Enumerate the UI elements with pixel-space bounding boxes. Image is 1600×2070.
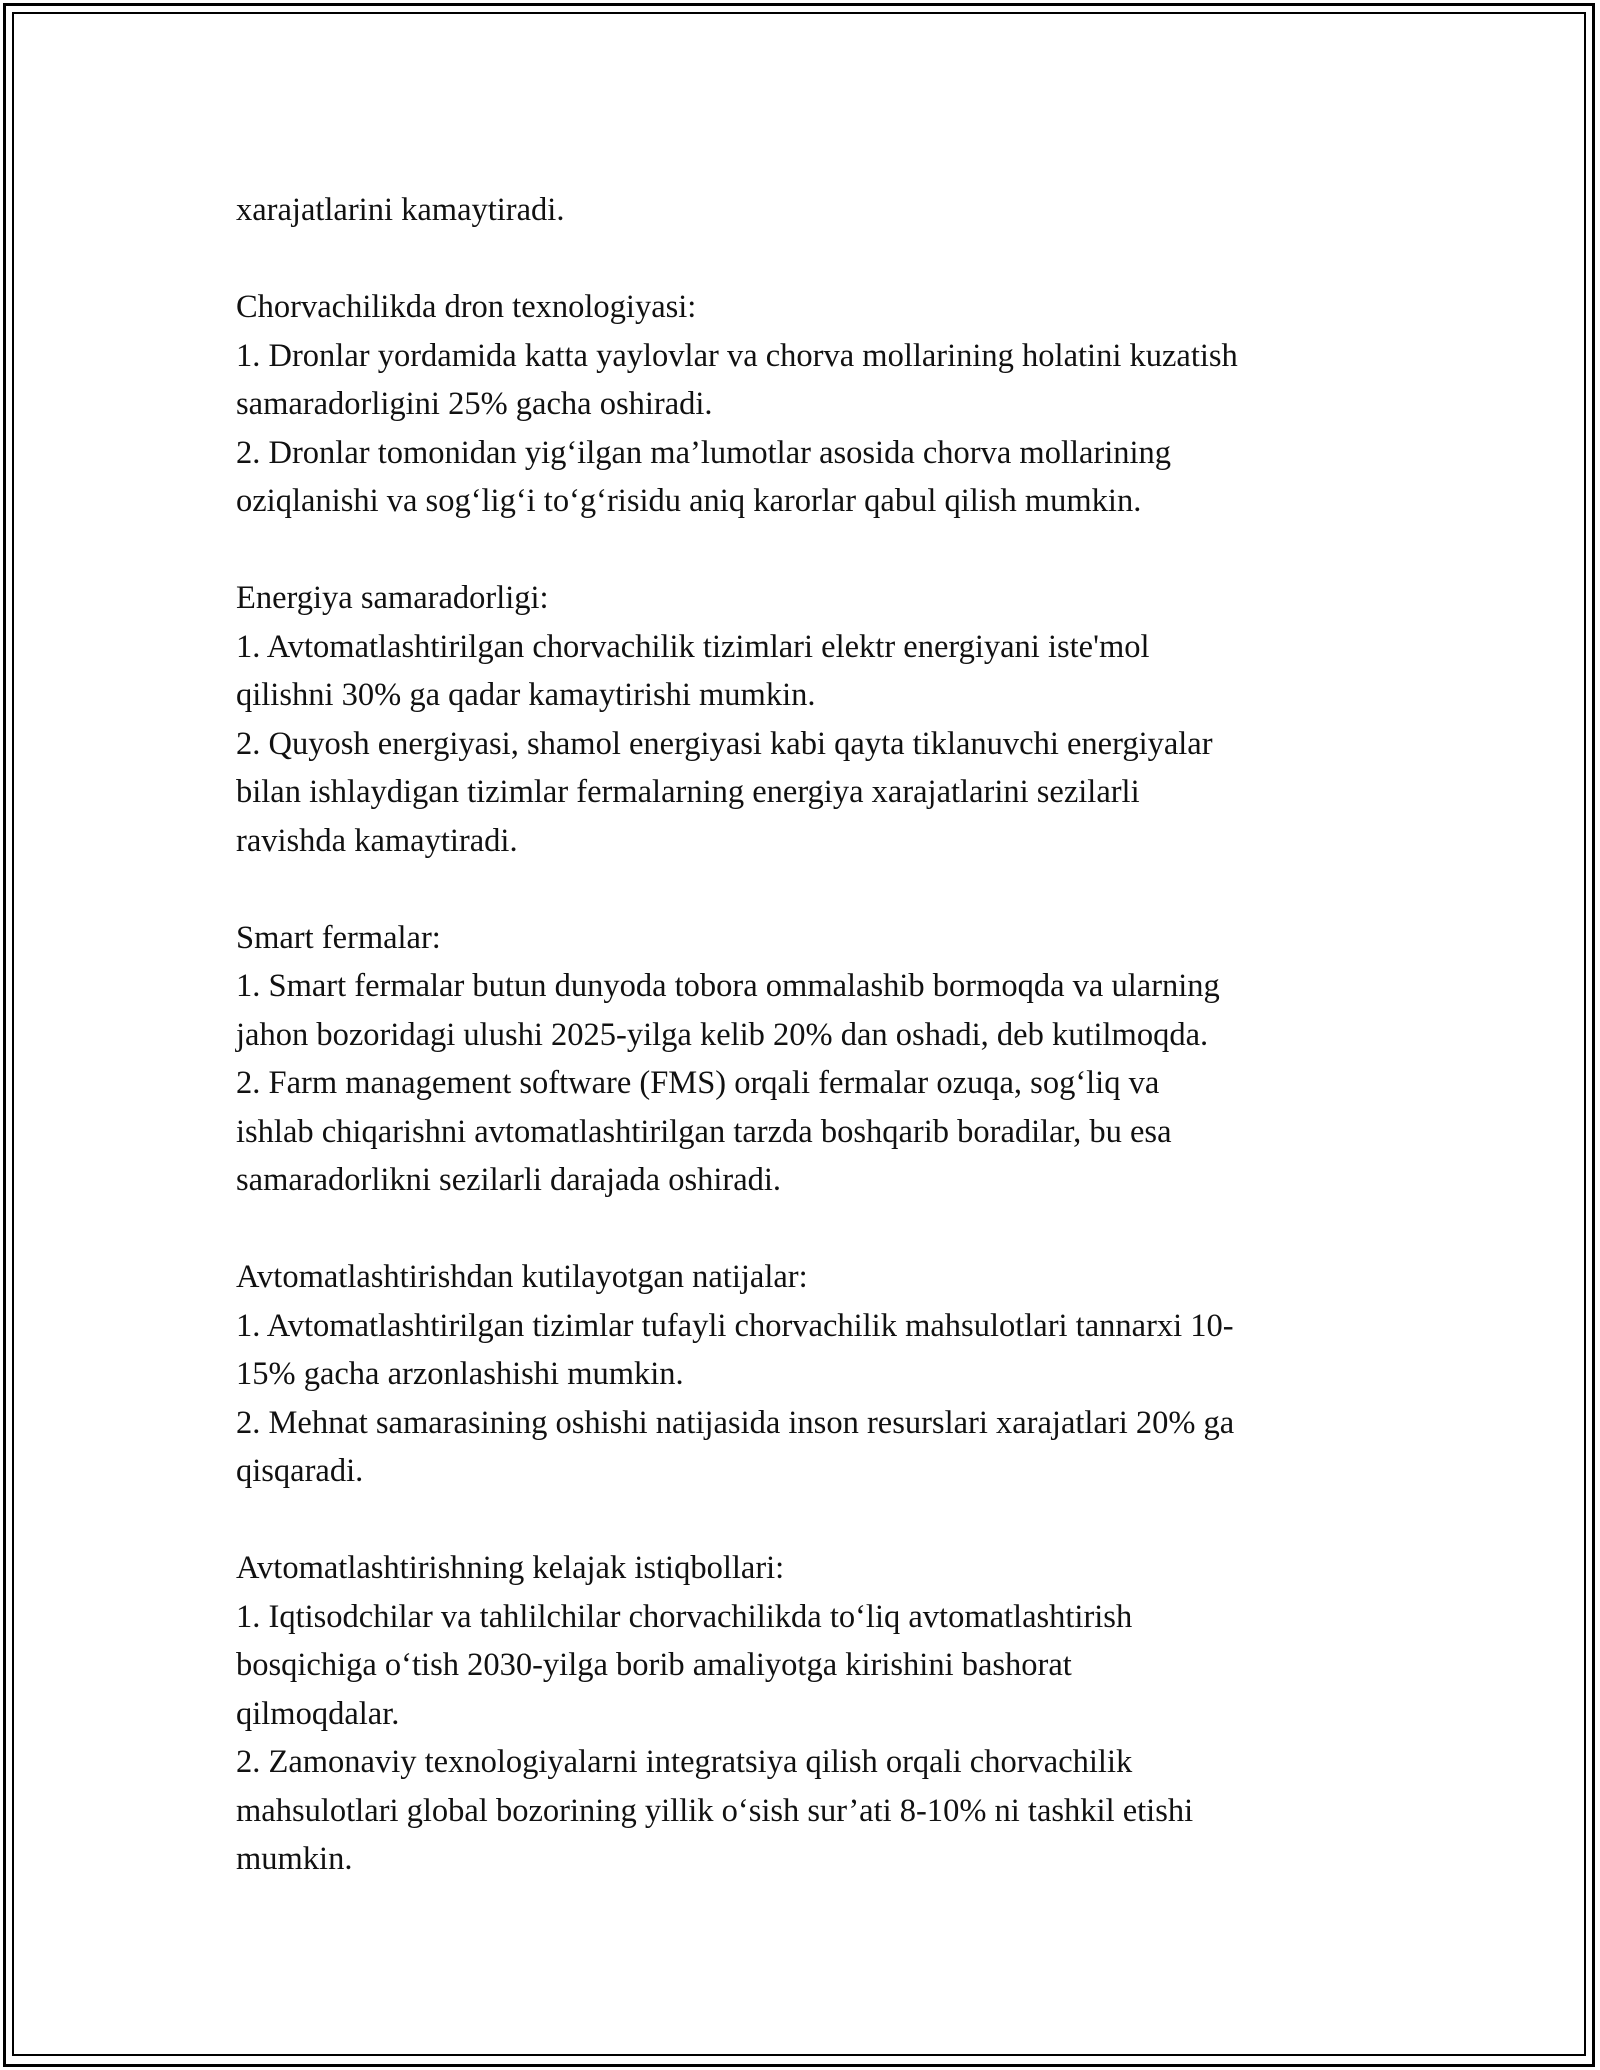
text-line: 1. Avtomatlashtirilgan chorvachilik tizimlari elektr energiyani iste'mol [236,628,1150,665]
text-line: bilan ishlaydigan tizimlar fermalarning energiya xarajatlarini sezilarli [236,774,1140,810]
text-line: 1. Avtomatlashtirilgan tizimlar tufayli chorvachilik mahsulotlari tannarxi 10- [236,1307,1234,1344]
section-heading-energy: Energiya samaradorligi: [236,580,549,616]
text-line: 1. Dronlar yordamida katta yaylovlar va chorva mollarining holatini kuzatish [236,337,1238,374]
text-line: qilmoqdalar. [236,1695,400,1732]
text-line: samaradorlikni sezilarli darajada oshiradi. [236,1162,782,1198]
text-line: samaradorligini 25% gacha oshiradi. [236,386,713,422]
blank-line [236,865,1376,914]
text-line: qilishni 30% ga qadar kamaytirishi mumkin. [236,677,816,713]
text-line: 2. Farm management software (FMS) orqali fermalar ozuqa, sog‘liq va [236,1065,1160,1101]
blank-line [236,1205,1376,1254]
text-line: oziqlanishi va sog‘lig‘i to‘g‘risidu aniq karorlar qabul qilish mumkin. [236,483,1142,519]
text-line: qisqaradi. [236,1453,364,1489]
text-line: xarajatlarini kamaytiradi. [236,192,565,228]
text-line: 2. Zamonaviy texnologiyalarni integratsiya qilish orqali chorvachilik [236,1744,1133,1780]
blank-line [236,526,1376,575]
text-line: mahsulotlari global bozorining yillik o‘sish sur’ati 8-10% ni tashkil etishi [236,1792,1194,1829]
section-heading-expected-results: Avtomatlashtirishdan kutilayotgan natijalar: [236,1259,808,1295]
text-line: 1. Iqtisodchilar va tahlilchilar chorvachilikda to‘liq avtomatlashtirish [236,1598,1133,1635]
blank-line [236,1496,1376,1545]
text-line: ravishda kamaytiradi. [236,822,518,859]
section-heading-future-prospects: Avtomatlashtirishning kelajak istiqbollari: [236,1550,785,1586]
text-line: ishlab chiqarishni avtomatlashtirilgan tarzda boshqarib boradilar, bu esa [236,1113,1172,1150]
text-line: 1. Smart fermalar butun dunyoda tobora ommalashib bormoqda va ularning [236,968,1220,1004]
section-heading-drone: Chorvachilikda dron texnologiyasi: [236,289,697,325]
document-body [236,186,1376,1884]
section-heading-smart-farms: Smart fermalar: [236,919,441,956]
text-line: jahon bozoridagi ulushi 2025-yilga kelib 20% dan oshadi, deb kutilmoqda. [236,1016,1209,1053]
text-line: mumkin. [236,1841,353,1877]
text-line: 2. Mehnat samarasining oshishi natijasida inson resurslari xarajatlari 20% ga [236,1404,1235,1441]
text-line: 2. Quyosh energiyasi, shamol energiyasi kabi qayta tiklanuvchi energiyalar [236,725,1213,762]
text-line: bosqichiga o‘tish 2030-yilga borib amaliyotga kirishini bashorat [236,1647,1072,1683]
text-line: 15% gacha arzonlashishi mumkin. [236,1356,684,1392]
text-line: 2. Dronlar tomonidan yig‘ilgan ma’lumotlar asosida chorva mollarining [236,434,1172,471]
blank-line [236,235,1376,284]
